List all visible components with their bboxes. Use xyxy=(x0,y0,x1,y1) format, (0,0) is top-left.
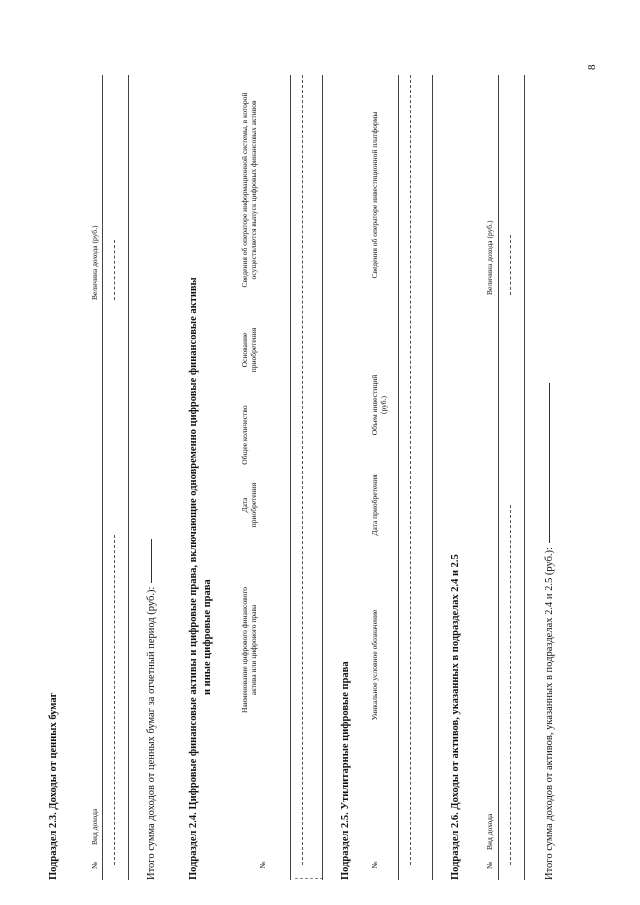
s23-col-income-type: Вид дохода xyxy=(90,808,99,845)
s24-col-acquisition-basis: Основание приобретения xyxy=(240,327,258,373)
s24-header-rule xyxy=(290,75,291,880)
page-number: 8 xyxy=(586,64,598,70)
s24-row-dash xyxy=(302,75,303,865)
s24-col-total-quantity: Общее количество xyxy=(240,405,249,465)
section-2-6-total xyxy=(544,383,555,880)
s26-row-dash-1 xyxy=(510,505,511,865)
s24-bottom-rule xyxy=(322,75,323,880)
s25-col-num: № xyxy=(370,861,379,869)
s23-row-dash-2 xyxy=(114,240,115,300)
s26-col-income-type: Вид дохода xyxy=(485,813,494,850)
s26-row-dash-2 xyxy=(510,235,511,295)
s26-total-label: Итого сумма доходов от активов, указанных в подразделах 2.4 и 2.5 (руб.): xyxy=(544,547,555,880)
s26-total-blank[interactable] xyxy=(549,383,550,543)
s26-col-income-amount: Величина дохода (руб.) xyxy=(485,220,494,295)
section-2-4-title-1: Подраздел 2.4. Цифровые финансовые активы и цифровые права, включающие одновременно цифровые финансовые активы xyxy=(188,277,199,880)
s26-bottom-rule xyxy=(524,75,525,880)
s23-col-income-amount: Величина дохода (руб.) xyxy=(90,225,99,300)
s25-bottom-rule xyxy=(432,75,433,880)
s25-col-acquisition-date: Дата приобретения xyxy=(370,474,379,536)
s23-bottom-rule xyxy=(128,75,129,880)
s25-header-rule xyxy=(398,75,399,880)
s24-col-operator-info: Сведения об операторе информационной системы, в которой осуществляется выпуск цифровых финансовых активов xyxy=(240,92,258,288)
s24-vdash-left xyxy=(295,878,323,879)
s25-col-identifier: Уникальное условное обозначение xyxy=(370,609,379,721)
section-2-3-total xyxy=(146,539,157,880)
section-2-4-title-2: и иные цифровые права xyxy=(202,579,213,695)
section-2-5-title: Подраздел 2.5. Утилитарные цифровые права xyxy=(340,661,351,880)
s23-total-blank[interactable] xyxy=(151,539,152,583)
s24-col-num: № xyxy=(258,861,267,869)
section-2-6-title: Подраздел 2.6. Доходы от активов, указанных в подразделах 2.4 и 2.5 xyxy=(450,554,461,880)
section-2-3-title: Подраздел 2.3. Доходы от ценных бумаг xyxy=(48,692,59,880)
s23-col-num: № xyxy=(90,861,99,869)
s26-col-num: № xyxy=(485,861,494,869)
s23-header-rule xyxy=(102,75,103,880)
s24-col-acquisition-date: Дата приобретения xyxy=(240,482,258,528)
s25-row-dash xyxy=(410,75,411,865)
s23-row-dash-1 xyxy=(114,535,115,865)
s24-col-asset-name: Наименование цифрового финансового актива или цифрового права xyxy=(240,587,258,713)
s26-header-rule xyxy=(498,75,499,880)
s25-col-platform-operator: Сведения об операторе инвестиционной платформы xyxy=(370,111,379,279)
s25-col-investment-volume: Объем инвестиций (руб.) xyxy=(370,374,388,436)
s23-total-label: Итого сумма доходов от ценных бумаг за отчетный период (руб.): xyxy=(146,586,157,880)
